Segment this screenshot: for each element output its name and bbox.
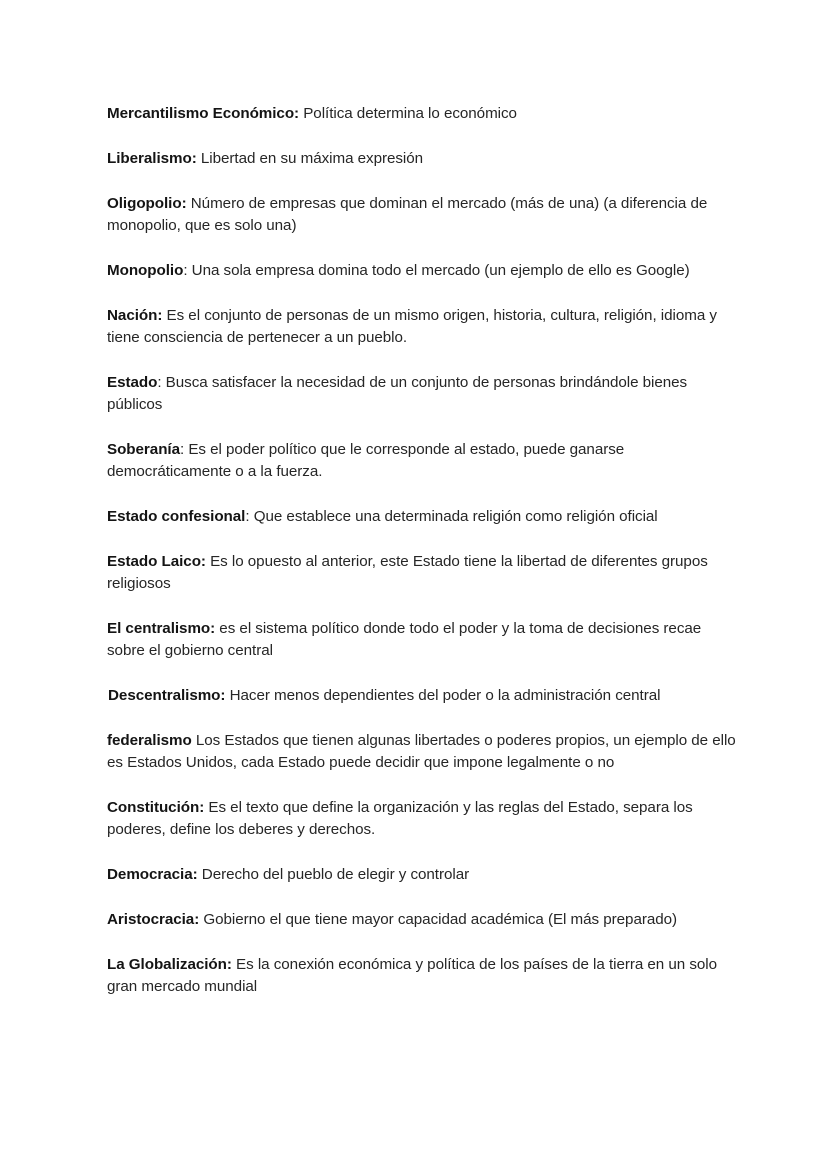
entry-term: Soberanía — [107, 441, 180, 458]
entry-definition: es el sistema político donde todo el poder y la toma de decisiones recae sobre el gobierno central — [107, 620, 702, 659]
document-page — [107, 103, 737, 1021]
entry-oligopolio — [107, 193, 737, 237]
entry-soberania — [107, 439, 737, 483]
entry-term: Estado Laico: — [107, 553, 206, 570]
entry-definition: Política determina lo económico — [299, 105, 517, 122]
entry-definition: Número de empresas que dominan el mercado (más de una) (a diferencia de monopolio, que es solo una) — [107, 195, 708, 234]
entry-mercantilismo — [107, 103, 737, 125]
entry-aristocracia — [107, 909, 737, 931]
entry-definition: Es la conexión económica y política de los países de la tierra en un solo gran mercado mundial — [107, 956, 718, 995]
entry-constitucion — [107, 797, 737, 841]
entry-definition: Hacer menos dependientes del poder o la administración central — [225, 687, 661, 704]
entry-centralismo — [107, 618, 737, 662]
entry-definition: : Es el poder político que le corresponde al estado, puede ganarse democráticamente o a la fuerza. — [107, 441, 625, 480]
entry-nacion — [107, 305, 737, 349]
entry-estado-laico — [107, 551, 737, 595]
entry-term: El centralismo: — [107, 620, 216, 637]
entry-term: Descentralismo: — [108, 687, 226, 704]
entry-descentralismo — [107, 685, 737, 707]
entry-definition: Es el texto que define la organización y las reglas del Estado, separa los poderes, define los deberes y derechos. — [107, 799, 693, 838]
entry-federalismo — [107, 730, 737, 774]
entry-monopolio — [107, 260, 737, 282]
entry-definition: Libertad en su máxima expresión — [196, 150, 424, 167]
entry-definition: Es el conjunto de personas de un mismo origen, historia, cultura, religión, idioma y tiene consciencia de pertenecer a un pueblo. — [107, 307, 717, 346]
entry-term: Democracia: — [107, 866, 198, 883]
entry-estado — [107, 372, 737, 416]
entry-definition: Derecho del pueblo de elegir y controlar — [197, 866, 470, 883]
entry-definition: : Una sola empresa domina todo el mercado (un ejemplo de ello es Google) — [183, 262, 690, 279]
entry-definition: Gobierno el que tiene mayor capacidad académica (El más preparado) — [199, 911, 678, 928]
entry-definition: : Que establece una determinada religión como religión oficial — [245, 508, 658, 525]
entry-term: Monopolio — [107, 262, 184, 279]
entry-term: Oligopolio: — [107, 195, 187, 212]
entry-term: Mercantilismo Económico: — [107, 105, 300, 122]
entry-term: Constitución: — [107, 799, 205, 816]
entry-liberalismo — [107, 148, 737, 170]
entry-term: Aristocracia: — [107, 911, 200, 928]
entry-term: Estado — [107, 374, 158, 391]
entry-term: Liberalismo: — [107, 150, 197, 167]
entry-term: La Globalización: — [107, 956, 232, 973]
entry-term: Estado confesional — [107, 508, 246, 525]
entry-term: Nación: — [107, 307, 163, 324]
entry-term: federalismo — [107, 732, 192, 749]
entry-estado-confesional — [107, 506, 737, 528]
entry-definition: Los Estados que tienen algunas libertades o poderes propios, un ejemplo de ello es Estados Unidos, cada Estado puede decidir que impone legalmente o no — [107, 732, 736, 771]
entry-democracia — [107, 864, 737, 886]
entry-definition: Es lo opuesto al anterior, este Estado tiene la libertad de diferentes grupos religiosos — [107, 553, 708, 592]
entry-definition: : Busca satisfacer la necesidad de un conjunto de personas brindándole bienes públicos — [107, 374, 688, 413]
entry-globalizacion — [107, 954, 737, 998]
